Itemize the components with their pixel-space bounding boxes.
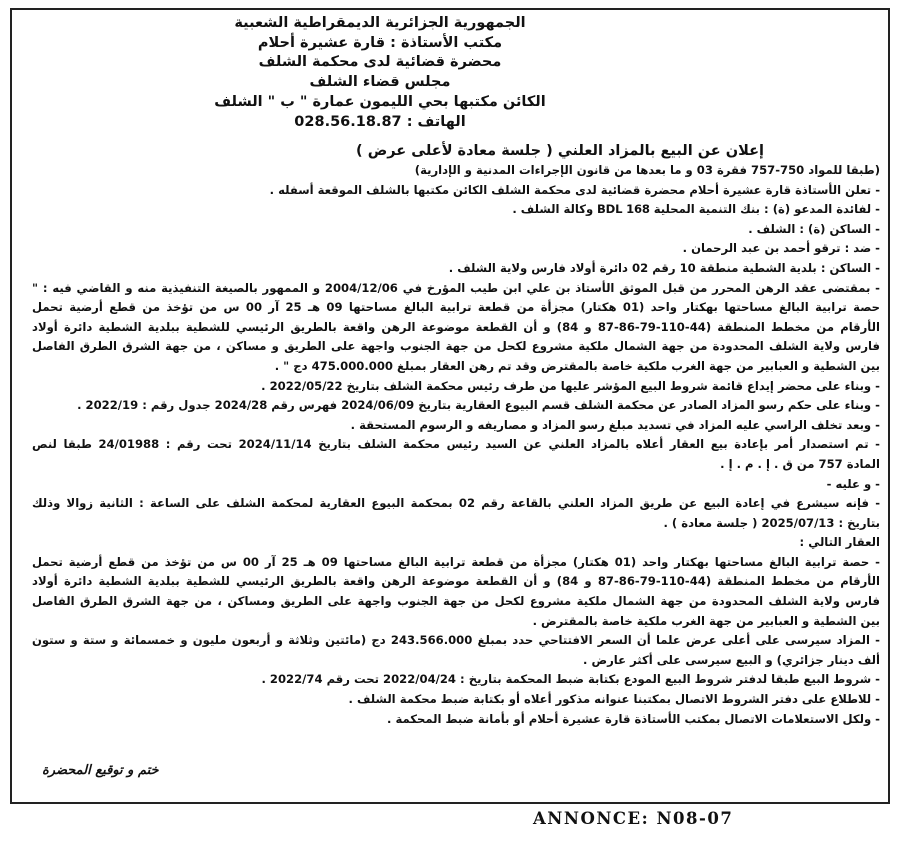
- phone-number: 028.56.18.87: [294, 113, 402, 130]
- body-line: المادة 757 من ق . إ . م . إ .: [720, 456, 880, 471]
- body-line: بين الشطية و العبابير من جهة الغرب ملكية خاصة بالمقترض وقد تم رهن العقار بمبلغ 475.000.000 دج " .: [274, 358, 880, 373]
- body-line: بتاريخ : 2025/07/13 ( جلسة معادة ) .: [663, 515, 880, 530]
- body-line: ألف دينار جزائري) و البيع سيرسى على أكثر عارض .: [583, 652, 880, 667]
- phone-label: الهاتف :: [406, 113, 466, 130]
- body-line: - الساكن : بلدية الشطية منطقة 10 رقم 02 دائرة أولاد فارس ولاية الشلف .: [448, 260, 880, 275]
- signature-note: ختم و توقيع المحضرة: [42, 763, 159, 778]
- body-line: - المزاد سيرسى على أعلى عرض علما أن السعر الافتتاحي حدد بمبلغ 243.566.000 دج (مائتين وثلاثة و أربعون مليون و خمسمائة و ستة و ستون: [32, 633, 880, 648]
- body-line: العقار التالي :: [799, 535, 880, 550]
- annonce-number: ANNONCE: N08-07: [533, 809, 734, 828]
- body-line: - بمقتضى عقد الرهن المحرر من قبل الموثق الأستاذ بن علي ابن طيب المؤرخ في 2004/12/06 و الممهور بالصيغة التنفيذية منه و القاضي فيه : ": [32, 280, 880, 295]
- letterhead-line: محضرة قضائية لدى محكمة الشلف: [258, 54, 502, 71]
- body-line: - ضد : ترقو أحمد بن عبد الرحمان .: [682, 241, 880, 256]
- body-line: (طبقا للمواد 750-757 فقرة 03 و ما بعدها من قانون الإجراءات المدنية و الإدارية): [414, 163, 880, 177]
- body-line: - و عليه -: [826, 476, 880, 491]
- body-line: - فإنه سيشرع في إعادة البيع عن طريق المزاد العلني بالقاعة رقم 02 بمحكمة البيوع العقارية لمحكمة الشلف على الساعة : الثانية زوالا وذلك: [32, 496, 880, 511]
- body-line: الأرقام من مخطط المنطقة (44-110-79-86-87 و 84) و أن القطعة موضوعة الرهن واقعة بالطريق الرئيسي للشطية ببلدية الشطية دائرة أولاد: [32, 319, 880, 334]
- body-line: - شروط البيع طبقا لدفتر شروط البيع المودع بكتابة ضبط المحكمة بتاريخ : 2022/04/24 تحت رقم 2022/74 .: [261, 672, 880, 687]
- body-line: - وبناء على محضر إيداع قائمة شروط البيع المؤشر عليها من طرف رئيس محكمة الشلف بتاريخ 2022/05/22 .: [261, 378, 880, 393]
- body-line: - وبناء على حكم رسو المزاد الصادر عن محكمة الشلف قسم البيوع العقارية بتاريخ 2024/06/09 فهرس رقم 2024/28 جدول رقم : 2022/19 .: [77, 398, 880, 413]
- body-line: - للاطلاع على دفتر الشروط الاتصال بمكتبنا عنوانه مذكور أعلاه أو بكتابة ضبط محكمة الشلف .: [348, 692, 880, 707]
- body-line: - لفائدة المدعو (ة) : بنك التنمية المحلية BDL 168 وكالة الشلف .: [512, 202, 880, 217]
- body-line: - ولكل الاستعلامات الاتصال بمكتب الأستاذة قارة عشيرة أحلام أو بأمانة ضبط المحكمة .: [387, 711, 880, 726]
- body-line: الأرقام من مخطط المنطقة (44-110-79-86-87 و 84) و أن القطعة موضوعة الرهن واقعة بالطريق الرئيسي للشطية ببلدية الشطية دائرة أولاد: [32, 574, 880, 589]
- body-line: فارس ولاية الشلف المحدودة من جهة الشمال ملكية مشروع لكحل من جهة الجنوب واجهة على الطريق و مساكن ، من جهة الشرق الطرق الفاصل: [32, 339, 880, 354]
- letterhead-line: مكتب الأستاذة : قارة عشيرة أحلام: [257, 34, 503, 51]
- announcement-title: إعلان عن البيع بالمزاد العلني ( جلسة معادة لأعلى عرض ): [356, 143, 764, 159]
- body-line: - الساكن (ة) : الشلف .: [748, 221, 880, 236]
- body-line: - تعلن الأستاذة قارة عشيرة أحلام محضرة قضائية لدى محكمة الشلف الكائن مكتبها بالشلف الموقعة أسفله .: [269, 182, 880, 197]
- body-line: - وبعد تخلف الراسي عليه المزاد في تسديد مبلغ رسو المزاد و مصاريفه و الرسوم المستحقة .: [350, 417, 880, 432]
- body-line: بين الشطية و العبابير من جهة الغرب ملكية خاصة بالمقترض .: [532, 613, 880, 628]
- body-line: - تم استصدار أمر بإعادة بيع العقار أعلاه بالمزاد العلني عن السيد رئيس محكمة الشلف بتاريخ 2024/11/14 تحت رقم : 24/01988 طبقا لنص: [32, 437, 880, 452]
- phone-line: [40, 113, 720, 133]
- letterhead-line: مجلس قضاء الشلف: [309, 74, 451, 91]
- body-line: فارس ولاية الشلف المحدودة من جهة الشمال ملكية مشروع لكحل من جهة الجنوب واجهة على الطريق ومساكن ، من جهة الشرق الطرق الفاصل: [32, 594, 880, 609]
- letterhead-line: الجمهورية الجزائرية الديمقراطية الشعبية: [234, 15, 526, 31]
- letterhead: [40, 14, 720, 132]
- letterhead-line: الكائن مكتبها بحي الليمون عمارة " ب " الشلف: [214, 93, 546, 110]
- announcement-body: [32, 161, 880, 729]
- body-line: - حصة ترابية البالغ مساحتها بهكتار واحد (01 هكتار) مجزأة من قطعة ترابية البالغ مساحتها 09 هـ 25 آر 00 س من تؤخذ من قطع أرضية تحمل: [32, 554, 880, 569]
- body-line: حصة ترابية البالغ مساحتها بهكتار واحد (01 هكتار) مجزأة من قطعة ترابية البالغ مساحتها 09 هـ 25 آر 00 س من تؤخذ من قطع أرضية تحمل: [32, 300, 880, 315]
